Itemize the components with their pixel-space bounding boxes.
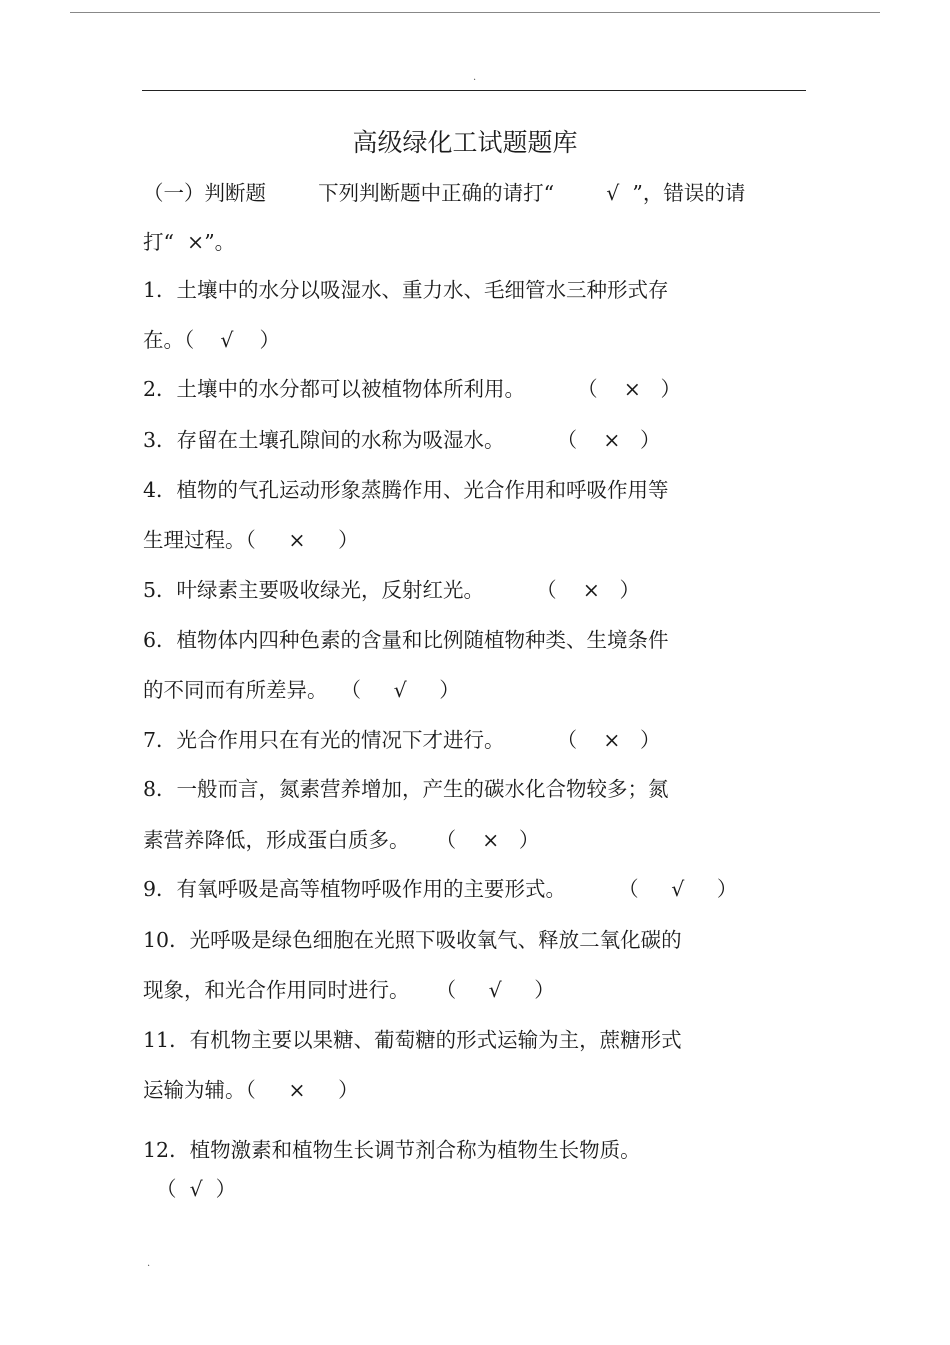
text-line: 9．有氧呼吸是高等植物呼吸作用的主要形式。 （ √ ） — [143, 877, 738, 901]
text-line: 8．一般而言，氮素营养增加，产生的碳水化合物较多；氮 — [143, 777, 669, 801]
text-line: 10．光呼吸是绿色细胞在光照下吸收氧气、释放二氧化碳的 — [143, 928, 682, 952]
header-dot: . — [473, 72, 477, 83]
text-line: 打“ ×”。 — [143, 230, 236, 254]
text-line: 7．光合作用只在有光的情况下才进行。 （ × ） — [143, 728, 661, 752]
text-line: （一）判断题 下列判断题中正确的请打“ √ ”，错误的请 — [143, 181, 746, 205]
text-line: 运输为辅。（ × ） — [143, 1078, 359, 1102]
page-title: 高级绿化工试题题库 — [352, 128, 578, 157]
text-line: 12．植物激素和植物生长调节剂合称为植物生长物质。 — [143, 1138, 641, 1162]
text-line: （ √ ） — [143, 1177, 237, 1201]
text-line: 5．叶绿素主要吸收绿光，反射红光。 （ × ） — [143, 578, 640, 602]
text-line: 生理过程。（ × ） — [143, 528, 359, 552]
text-line: 3．存留在土壤孔隙间的水称为吸湿水。 （ × ） — [143, 428, 661, 452]
text-line: 在。（ √ ） — [143, 328, 280, 352]
text-line: 1．土壤中的水分以吸湿水、重力水、毛细管水三种形式存 — [143, 278, 669, 302]
text-line: 6．植物体内四种色素的含量和比例随植物种类、生境条件 — [143, 628, 669, 652]
header-rule — [142, 90, 806, 91]
text-line: 2．土壤中的水分都可以被植物体所利用。 （ × ） — [143, 377, 681, 401]
text-line: 素营养降低，形成蛋白质多。 （ × ） — [143, 828, 540, 852]
footer-dot: . — [147, 1258, 151, 1269]
text-line: 现象，和光合作用同时进行。 （ √ ） — [143, 978, 555, 1002]
text-line: 的不同而有所差异。 （ √ ） — [143, 678, 460, 702]
top-rule — [70, 12, 880, 13]
text-line: 11．有机物主要以果糖、葡萄糖的形式运输为主，蔗糖形式 — [143, 1028, 682, 1052]
text-line: 4．植物的气孔运动形象蒸腾作用、光合作用和呼吸作用等 — [143, 478, 669, 502]
